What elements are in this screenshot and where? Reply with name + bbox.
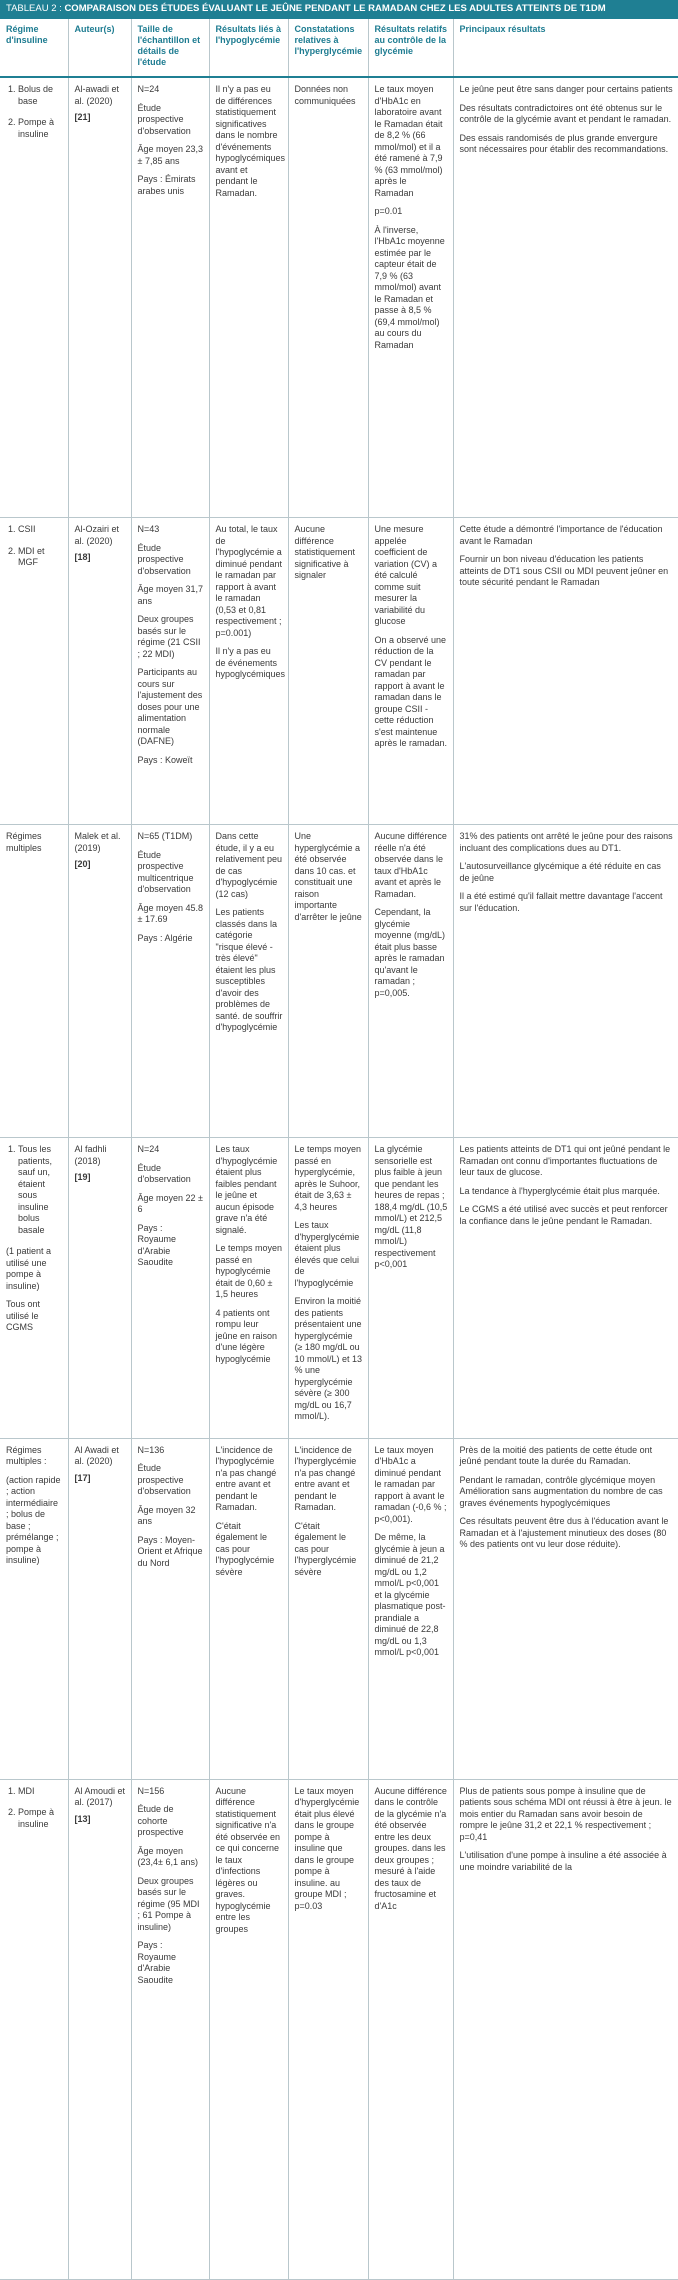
hypo-cell [209,825,288,1138]
table-row [0,1779,678,2279]
hyper-cell [288,1438,368,1779]
author-text: Malek et al. (2019) [74,831,121,853]
sample-text: Étude prospective d'observation [137,542,191,576]
control-cell [368,1438,453,1779]
sample-cell [131,1438,209,1779]
sample-text: Participants au cours sur l'ajustement des doses pour une alimentation normale (DAFNE) [137,667,203,746]
hypo-text: Dans cette étude, il y a eu relativement peu de cas d'hypoglycémie (12 cas) [215,831,283,899]
author-cell [68,1779,131,2279]
regime-text: Régimes multiples : [6,1444,47,1466]
author-cell [68,1138,131,1439]
reference: [13] [74,1813,91,1824]
sample-text: N=156 [137,1785,165,1796]
control-text: À l'inverse, l'HbA1c moyenne estimée par le capteur était de 7,9 % (63 mmol/mol) avant le Ramadan et passe à 8,5 % (69,4 mmol/mol) au cours du Ramadan [374,224,445,350]
hyper-cell [288,518,368,825]
hyper-text: Le temps moyen passé en hyperglycémie, après le Suhoor, était de 3,63 ± 4,3 heures [294,1144,362,1212]
control-text: p=0.01 [374,206,403,216]
header-row [0,19,678,77]
main-text: Le jeûne peut être sans danger pour certains patients [459,84,673,94]
sample-text: Âge moyen 32 ans [137,1504,196,1526]
sample-text: Pays : Royaume d'Arabie Saoudite [137,1940,177,1985]
main-text: Des résultats contradictoires ont été obtenus sur le contrôle de la glycémie avant et pendant le ramadan. [459,102,672,124]
table-row [0,1438,678,1779]
main-text: Fournir un bon niveau d'éducation les patients atteints de DT1 sous CSII ou MDI peuvent jeûner en toute sécurité pendant le Ramadan [459,554,669,587]
main-text: Plus de patients sous pompe à insuline que de patients sous schéma MDI ont réussi à être à jeun. le mois entier du Ramadan sans avoir besoin de rompre le jeûne 31,2 et 22,1 % respectivement ; p=0,41 [459,1785,672,1842]
sample-cell [131,825,209,1138]
regime-text: (action rapide ; action intermédiaire ; bolus de base ; prémélange ; pompe à insuline) [6,1474,61,1565]
header-regime: Régime d'insuline [0,19,68,77]
control-text: Aucune différence dans le contrôle de la glycémie n'a été observée entre les deux groupes. dans les deux groupes ; mesuré à l'aide des taux de fructosamine et d'A1c [374,1785,447,1911]
header-control: Résultats relatifs au contrôle de la glycémie [368,19,453,77]
control-text: Cependant, la glycémie moyenne (mg/dL) était plus basse après le ramadan qu'avant le ramadan ; p=0,005. [374,907,446,998]
hyper-text: Environ la moitié des patients présentaient une hyperglycémie (≥ 180 mg/dL ou 10 mmol/L) et 13 % une hyperglycémie sévère (≥ 300 mg/dL ou 16,7 mmol/L). [294,1296,363,1421]
main-cell [453,518,678,825]
author-cell [68,825,131,1138]
hyper-text: Une hyperglycémie a été observée dans 10 cas. et constituait une raison importante d'arrêter le jeûne [294,831,362,922]
main-cell [453,1138,678,1439]
regime-text: (1 patient a utilisé une pompe à insuline) [6,1246,52,1291]
sample-text: Pays : Algérie [137,932,193,943]
caption-prefix: TABLEAU 2 : [6,3,65,14]
sample-text: Étude prospective d'observation [137,1463,191,1496]
author-cell [68,518,131,825]
main-text: Des essais randomisés de plus grande envergure sont nécessaires pour établir des recommandations. [459,132,669,154]
regime-item: 1. MDI [18,1786,63,1798]
sample-text: Âge moyen 23,3 ± 7,85 ans [137,144,204,166]
author-text: Al-Ozairi et al. (2020) [74,524,120,546]
control-text: Le taux moyen d'HbA1c en laboratoire avant le Ramadan était de 8,2 % (66 mmol/mol) et il a été ramené à 7,9 % (63 mmol/mol) après le Ramadan [374,84,443,198]
hyper-text: Données non communiquées [294,84,356,106]
hypo-cell [209,1438,288,1779]
control-cell [368,77,453,518]
table-row [0,518,678,825]
hypo-cell [209,1779,288,2279]
main-text: Le CGMS a été utilisé avec succès et peut renforcer la confiance dans le jeûne pendant le Ramadan. [459,1204,668,1226]
control-cell [368,1779,453,2279]
table-caption [0,0,678,19]
main-text: 31% des patients ont arrêté le jeûne pour des raisons incluant des complications dues au DT1. [459,831,673,853]
sample-text: Étude prospective d'observation [137,102,191,136]
caption-title: COMPARAISON DES ÉTUDES ÉVALUANT LE JEÛNE PENDANT LE RAMADAN CHEZ LES ADULTES ATTEINTS DE T1DM [64,3,606,14]
hypo-text: Aucune différence statistiquement significative n'a été observée en ce qui concerne le taux d'infections légères ou graves. hypoglycémie entre les groupes [215,1785,281,1934]
hyper-text: Les taux d'hyperglycémie étaient plus élevés que celui de l'hypoglycémie [294,1220,360,1288]
hyper-text: C'était également le cas pour l'hyperglycémie sévère [294,1520,357,1577]
control-text: De même, la glycémie à jeun a diminué de 21,2 mg/dL ou 1,2 mmol/L p<0,001 et la glycémie plasmatique post-prandiale a diminué de 22,8 mg/dL ou 1,3 mmol/L p<0,001 [374,1532,446,1657]
main-cell [453,825,678,1138]
hyper-cell [288,1779,368,2279]
hypo-text: Les patients classés dans la catégorie "risque élevé - très élevé" étaient les plus susceptibles d'avoir des problèmes de santé. de souffrir d'hypoglycémie [215,907,283,1032]
hypo-text: C'était également le cas pour l'hypoglycémie sévère [215,1520,275,1577]
control-cell [368,518,453,825]
reference: [21] [74,112,91,122]
hypo-cell [209,518,288,825]
sample-cell [131,1138,209,1439]
main-cell [453,1779,678,2279]
hyper-cell [288,825,368,1138]
main-cell [453,77,678,518]
sample-text: Âge moyen (23,4± 6,1 ans) [137,1845,198,1867]
main-text: Cette étude a démontré l'importance de l'éducation avant le Ramadan [459,524,663,546]
hypo-text: Il n'y a pas eu de différences statistiquement significatives dans le nombre d'événements hypoglycémiques avant et pendant le Ramadan. [215,84,286,198]
author-cell [68,1438,131,1779]
header-main: Principaux résultats [453,19,678,77]
control-text: Le taux moyen d'HbA1c a diminué pendant le ramadan par rapport à avant le ramadan (-0,6 % ; p<0,001). [374,1444,447,1524]
hypo-text: Le temps moyen passé en hypoglycémie était de 0,60 ± 1,5 heures [215,1243,283,1299]
regime-item: 2. Pompe à insuline [18,1807,63,1830]
hypo-text: Les taux d'hypoglycémie étaient plus faibles pendant le jeûne et aucun épisode grave n'a été signalé. [215,1144,278,1235]
sample-cell [131,1779,209,2279]
sample-text: Âge moyen 22 ± 6 [137,1192,203,1214]
sample-text: Pays : Koweït [137,754,193,765]
control-cell [368,1138,453,1439]
hyper-text: Le taux moyen d'hyperglycémie était plus élevé dans le groupe pompe à insuline que dans le groupe pompe à insuline. au groupe MDI ; p=0.03 [294,1785,360,1911]
table-row [0,825,678,1138]
sample-text: Étude prospective multicentrique d'observation [137,849,194,894]
sample-text: Étude d'observation [137,1162,191,1184]
main-text: L'autosurveillance glycémique a été réduite en cas de jeûne [459,861,661,883]
reference: [18] [74,552,91,562]
hypo-cell [209,77,288,518]
sample-text: Deux groupes basés sur le régime (21 CSII ; 22 MDI) [137,614,201,659]
sample-text: N=24 [137,1144,160,1154]
reference: [19] [74,1172,91,1182]
sample-cell [131,77,209,518]
regime-text: Régimes multiples [6,831,42,853]
regime-cell [0,1438,68,1779]
sample-text: Âge moyen 45.8 ± 17.69 [137,902,204,924]
regime-item: 1. Tous les patients, sauf un, étaient sous insuline bolus basale [18,1144,63,1236]
main-text: Près de la moitié des patients de cette étude ont jeûné pendant toute la durée du Ramadan. [459,1444,653,1466]
control-text: La glycémie sensorielle est plus faible à jeun que pendant les heures de repas ; 188,4 mg/dL (10,5 mmol/L) et 212,5 mg/dL (11,8 mmol/L) respectivement p<0,001 [374,1144,448,1269]
author-text: Al Awadi et al. (2020) [74,1444,119,1466]
regime-cell [0,77,68,518]
main-cell [453,1438,678,1779]
hyper-text: L'incidence de l'hyperglycémie n'a pas changé entre avant et pendant le Ramadan. [294,1444,357,1512]
control-text: Une mesure appelée coefficient de variation (CV) a été calculé comme suit mesurer la variabilité du glucose [374,524,438,626]
header-hypo: Résultats liés à l'hypoglycémie [209,19,288,77]
hypo-cell [209,1138,288,1439]
regime-item: 2. Pompe à insuline [18,117,63,140]
sample-text: N=65 (T1DM) [137,831,193,841]
sample-cell [131,518,209,825]
hypo-text: Au total, le taux de l'hypoglycémie a diminué pendant le ramadan par rapport à avant le ramadan (0,53 et 0,81 respectivement ; p=0.001) [215,524,283,638]
regime-cell [0,1138,68,1439]
main-text: Les patients atteints de DT1 qui ont jeûné pendant le Ramadan ont connu d'importantes fluctuations de leur taux de glucose. [459,1144,671,1177]
control-text: Aucune différence réelle n'a été observée dans le taux d'HbA1c avant et après le Ramadan. [374,831,447,899]
control-text: On a observé une réduction de la CV pendant le ramadan par rapport à avant le ramadan dans le groupe CSII - cette réduction s'est maintenue après le ramadan. [374,634,448,748]
author-cell [68,77,131,518]
regime-cell [0,518,68,825]
hyper-text: Aucune différence statistiquement significative à signaler [294,524,356,580]
author-text: Al Amoudi et al. (2017) [74,1785,126,1807]
main-text: L'utilisation d'une pompe à insuline a été associée à une moindre variabilité de la [459,1850,667,1872]
hypo-text: 4 patients ont rompu leur jeûne en raison d'une légère hypoglycémie [215,1307,278,1364]
hyper-cell [288,77,368,518]
regime-item: 1. Bolus de base [18,84,63,107]
sample-text: N=24 [137,84,160,94]
hypo-text: L'incidence de l'hypoglycémie n'a pas changé entre avant et pendant le Ramadan. [215,1444,277,1512]
sample-text: Pays : Royaume d'Arabie Saoudite [137,1222,177,1267]
control-cell [368,825,453,1138]
author-text: Al-awadi et al. (2020) [74,84,120,106]
main-text: Pendant le ramadan, contrôle glycémique moyen Amélioration sans augmentation du nombre de cas graves événements hypoglycémiques [459,1474,663,1508]
header-author: Auteur(s) [68,19,131,77]
regime-cell [0,825,68,1138]
reference: [17] [74,1472,91,1483]
header-sample: Taille de l'échantillon et détails de l'étude [131,19,209,77]
sample-text: N=43 [137,524,160,534]
table-row [0,1138,678,1439]
sample-text: Pays : Émirats arabes unis [137,174,196,196]
hyper-cell [288,1138,368,1439]
hypo-text: Il n'y a pas eu de événements hypoglycémiques [215,646,286,679]
regime-text: Tous ont utilisé le CGMS [6,1299,41,1332]
author-text: Al fadhli (2018) [74,1144,107,1166]
main-text: Il a été estimé qu'il fallait mettre davantage l'accent sur l'éducation. [459,891,663,913]
regime-item: 1. CSII [18,524,63,536]
reference: [20] [74,859,91,869]
main-text: La tendance à l'hyperglycémie était plus marquée. [459,1185,660,1196]
sample-text: N=136 [137,1444,165,1455]
sample-text: Deux groupes basés sur le régime (95 MDI ; 61 Pompe à insuline) [137,1875,200,1932]
regime-item: 2. MDI et MGF [18,546,63,569]
table-row [0,77,678,518]
studies-table [0,19,678,2280]
sample-text: Âge moyen 31,7 ans [137,584,204,606]
main-text: Ces résultats peuvent être dus à l'éducation avant le Ramadan et à l'ajustement minutieux des doses (80 % des patients ont vu leur dose réduite). [459,1516,669,1549]
sample-text: Pays : Moyen-Orient et Afrique du Nord [137,1534,203,1568]
regime-cell [0,1779,68,2279]
sample-text: Étude de cohorte prospective [137,1804,184,1837]
header-hyper: Constatations relatives à l'hyperglycémie [288,19,368,77]
